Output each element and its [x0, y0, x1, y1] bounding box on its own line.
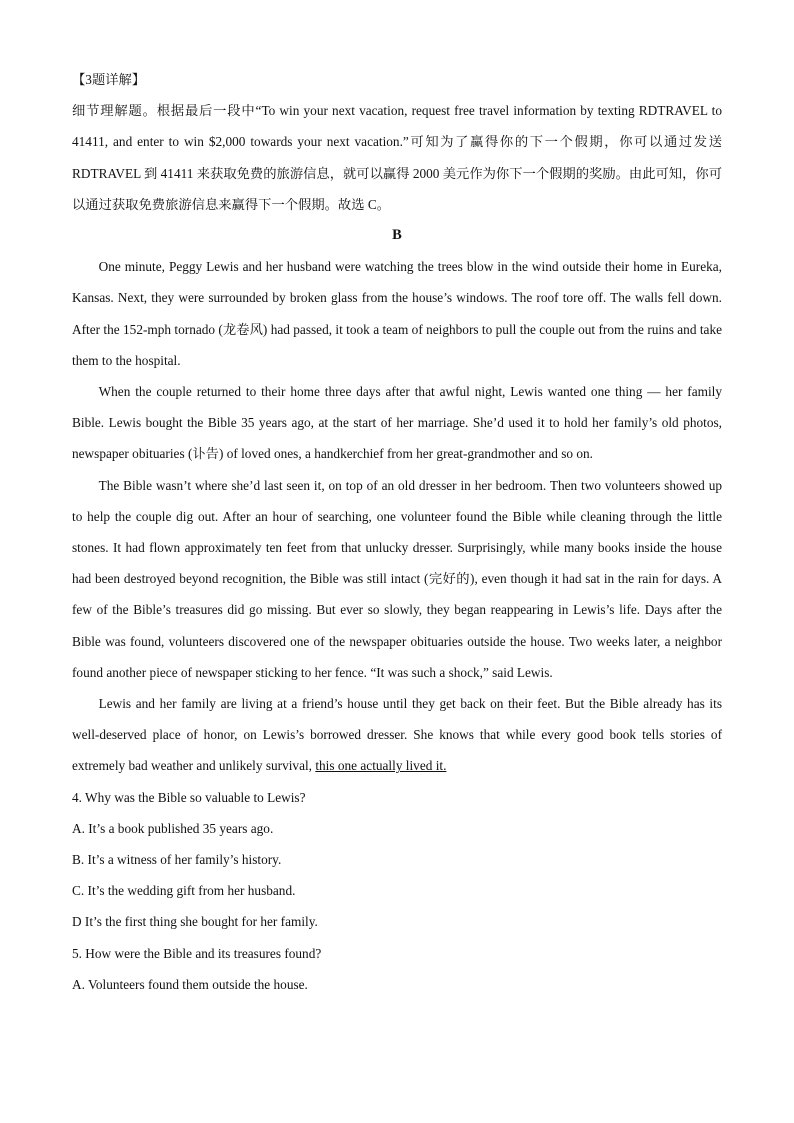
passage-paragraph-4 [72, 688, 722, 782]
question-4-stem: 4. Why was the Bible so valuable to Lewis? [72, 789, 306, 805]
question-5-option-a: A. Volunteers found them outside the house. [72, 976, 308, 992]
question-4-option-c: C. It’s the wedding gift from her husband. [72, 883, 296, 899]
question-4-option-d: D It’s the first thing she bought for her family. [72, 914, 318, 930]
passage-paragraph-4-text: Lewis and her family are living at a friend’s house until they get back on their feet. But the Bible already has its well-deserved place of honor, on Lewis’s borrowed dresser. She knows that while every good book tells stories of extremely bad weather and unlikely survival, [72, 696, 722, 774]
passage-paragraph-3: The Bible wasn’t where she’d last seen it, on top of an old dresser in her bedroom. Then two volunteers showed up to help the couple dig out. After an hour of searching, one volunteer found the Bible while cleaning through the little stones. It had flown approximately ten feet from that unlucky dresser. Surprisingly, while many books inside the house had been destroyed beyond recognition, the Bible was still intact (完好的), even though it had sat in the rain for days. A few of the Bible’s treasures did go missing. But ever so slowly, they began reappearing in Lewis’s life. Days after the Bible was found, volunteers discovered one of the newspaper obituaries outside the house. Two weeks later, a neighbor found another piece of newspaper sticking to her fence. “It was such a shock,” said Lewis. [72, 477, 722, 680]
question-5-stem: 5. How were the Bible and its treasures found? [72, 945, 322, 961]
explanation-label: 【3题详解】 [72, 72, 146, 87]
document-page [72, 64, 722, 1000]
question-4-option-a: A. It’s a book published 35 years ago. [72, 820, 274, 836]
explanation-text: 细节理解题。根据最后一段中“To win your next vacation, request free travel information by texting RDTRAVEL to 41411, and enter to win $2,000 towards your next vacation.”可知为了赢得你的下一个假期，你可以通过发送 RDTRAVEL 到 41411 来获取免费的旅游信息，就可以赢得 2000 美元作为你下一个假期的奖励。由此可知，你可以通过获取免费旅游信息来赢得下一个假期。故选 C。 [72, 103, 722, 212]
passage-paragraph-1: One minute, Peggy Lewis and her husband were watching the trees blow in the wind outside their home in Eureka, Kansas. Next, they were surrounded by broken glass from the house’s windows. The roof tore off. The walls fell down. After the 152-mph tornado (龙卷风) had passed, it took a team of neighbors to pull the couple out from the ruins and take them to the hospital. [72, 259, 722, 368]
passage-paragraph-2: When the couple returned to their home three days after that awful night, Lewis wanted one thing — her family Bible. Lewis bought the Bible 35 years ago, at the start of her marriage. She’d used it to hold her family’s old photos, newspaper obituaries (讣告) of loved ones, a handkerchief from her great-grandmother and so on. [72, 384, 722, 462]
section-heading: B [392, 227, 402, 244]
question-4-option-b: B. It’s a witness of her family’s history. [72, 852, 282, 868]
underlined-phrase: this one actually lived it. [315, 758, 447, 774]
